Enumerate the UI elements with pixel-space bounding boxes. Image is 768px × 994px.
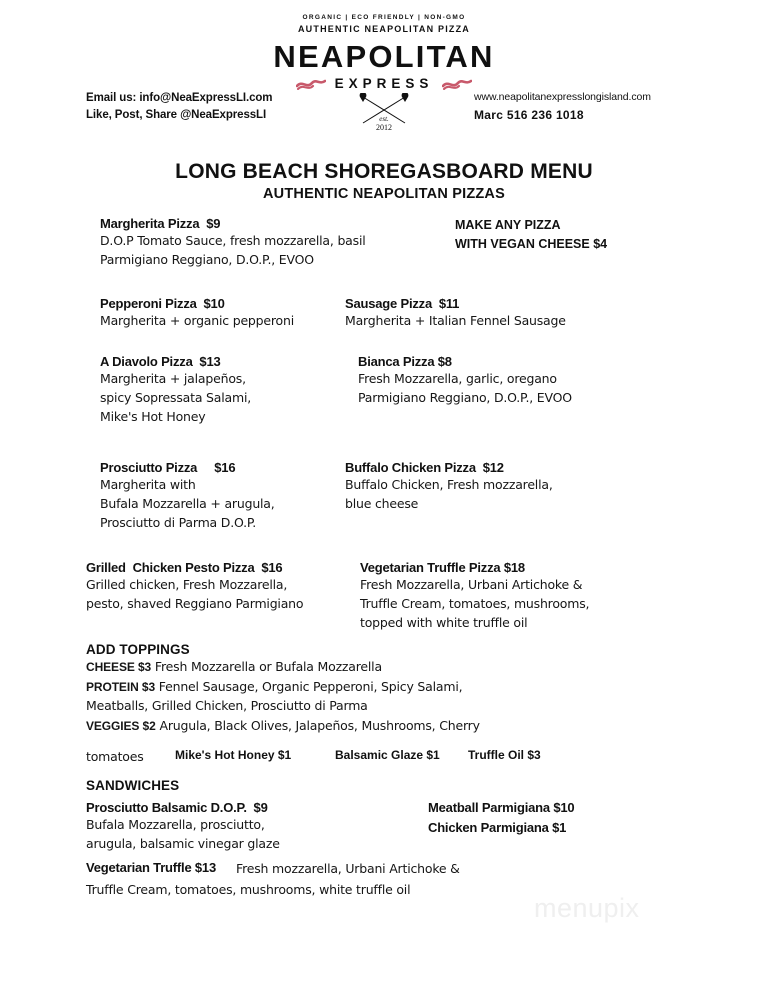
topping-extras-row xyxy=(86,747,706,767)
item-desc-line: Prosciutto di Parma D.O.P. xyxy=(100,515,257,530)
topping-line xyxy=(86,657,686,677)
item-desc-line: Margherita + organic pepperoni xyxy=(100,313,295,328)
item-desc-line: pesto, shaved Reggiano Parmigiano xyxy=(86,596,304,611)
item-name: A Diavolo Pizza $13 xyxy=(100,354,221,369)
item-name: Prosciutto Balsamic D.O.P. $9 xyxy=(86,800,268,815)
wave-right-icon xyxy=(442,78,472,90)
page-title: LONG BEACH SHOREGASBOARD MENU xyxy=(175,160,593,183)
social-line: Like, Post, Share @NeaExpressLI xyxy=(86,108,267,121)
website-line: www.neapolitanexpresslongisland.com xyxy=(474,91,651,103)
item-desc-line: Fresh Mozzarella, garlic, oregano xyxy=(358,371,557,386)
topping-line xyxy=(86,696,686,715)
item-desc-line: Parmigiano Reggiano, D.O.P., EVOO xyxy=(100,252,314,267)
sandwich-item-meatball-parmigiana xyxy=(428,800,688,835)
extra-truffle-oil: Truffle Oil $3 xyxy=(468,748,541,762)
topping-text: Meatballs, Grilled Chicken, Prosciutto di Parma xyxy=(86,698,368,714)
logo-tagline-main: AUTHENTIC NEAPOLITAN PIZZA xyxy=(297,24,471,34)
menu-item-bianca xyxy=(358,354,658,407)
vegan-cheese-note xyxy=(455,216,715,254)
section-heading-toppings: ADD TOPPINGS xyxy=(86,642,190,657)
item-name: Prosciutto Pizza $16 xyxy=(100,460,236,475)
page-subtitle: AUTHENTIC NEAPOLITAN PIZZAS xyxy=(263,186,505,202)
menupix-watermark: menupix xyxy=(534,893,640,923)
item-name: Buffalo Chicken Pizza $12 xyxy=(345,460,504,475)
contact-left-block xyxy=(86,90,272,123)
topping-text: Fresh Mozzarella or Bufala Mozzarella xyxy=(151,659,382,674)
item-desc-line: Fresh Mozzarella, Urbani Artichoke & xyxy=(360,577,583,592)
phone-line: Marc 516 236 1018 xyxy=(474,107,584,122)
item-desc-line: D.O.P Tomato Sauce, fresh mozzarella, basil xyxy=(100,233,366,248)
section-heading-sandwiches: SANDWICHES xyxy=(86,778,180,793)
item-desc-line: Truffle Cream, tomatoes, mushrooms, white truffle oil xyxy=(86,882,411,897)
item-desc-line: Truffle Cream, tomatoes, mushrooms, xyxy=(360,596,590,611)
contact-right-block xyxy=(474,90,651,124)
sandwich-item-prosciutto-balsamic xyxy=(86,800,416,853)
menu-item-prosciutto xyxy=(100,460,360,532)
topping-text: Arugula, Black Olives, Jalapeños, Mushrooms, Cherry xyxy=(155,717,480,733)
menu-item-vegetarian-truffle-pizza xyxy=(360,560,660,632)
established-label: est. 2012 xyxy=(376,115,392,133)
sandwiches-section xyxy=(86,778,706,793)
vegan-note-line1: MAKE ANY PIZZA xyxy=(455,218,561,232)
brand-subrow xyxy=(254,76,514,91)
item-name: Margherita Pizza $9 xyxy=(100,216,221,231)
topping-label: CHEESE $3 xyxy=(86,660,152,674)
menu-item-buffalo-chicken xyxy=(345,460,645,513)
brand-name: NEAPOLITAN xyxy=(273,39,495,74)
item-name: Vegetarian Truffle Pizza $18 xyxy=(360,560,525,575)
item-name: Chicken Parmigiana $1 xyxy=(428,820,567,835)
item-name: Grilled Chicken Pesto Pizza $16 xyxy=(86,560,283,575)
item-desc-line: spicy Sopressata Salami, xyxy=(100,390,252,405)
logo-tagline-small: ORGANIC | ECO FRIENDLY | NON-GMO xyxy=(302,14,466,21)
topping-line xyxy=(86,716,686,736)
menu-item-sausage xyxy=(345,296,645,330)
extra-balsamic-glaze: Balsamic Glaze $1 xyxy=(335,748,440,762)
item-desc-line: Mike's Hot Honey xyxy=(100,409,206,424)
menu-header xyxy=(0,0,768,142)
item-desc-line: Bufala Mozzarella + arugula, xyxy=(100,496,275,511)
topping-extras-prefix: tomatoes xyxy=(86,749,144,764)
item-name: Pepperoni Pizza $10 xyxy=(100,296,225,311)
item-desc-line: topped with white truffle oil xyxy=(360,615,528,630)
item-name: Bianca Pizza $8 xyxy=(358,354,452,369)
topping-text: Fennel Sausage, Organic Pepperoni, Spicy Salami, xyxy=(155,678,463,694)
topping-label: VEGGIES $2 xyxy=(86,718,156,733)
extra-mikes-hot-honey: Mike's Hot Honey $1 xyxy=(175,748,292,762)
item-name: Sausage Pizza $11 xyxy=(345,296,460,311)
vegan-note-line2: WITH VEGAN CHEESE $4 xyxy=(455,236,608,251)
item-desc-line: Margherita with xyxy=(100,477,196,492)
item-desc-line: Parmigiano Reggiano, D.O.P., EVOO xyxy=(358,390,572,405)
item-desc-line: Margherita + jalapeños, xyxy=(100,371,246,386)
wave-left-icon xyxy=(296,78,326,90)
item-desc-line: Bufala Mozzarella, prosciutto, xyxy=(86,817,265,832)
topping-line xyxy=(86,677,686,697)
item-desc-line: arugula, balsamic vinegar glaze xyxy=(86,836,280,851)
menu-item-pepperoni xyxy=(100,296,350,330)
menu-item-a-diavolo xyxy=(100,354,350,426)
item-name: Meatball Parmigiana $10 xyxy=(428,800,575,815)
item-desc-line: Grilled chicken, Fresh Mozzarella, xyxy=(86,577,288,592)
topping-label: PROTEIN $3 xyxy=(86,679,156,694)
add-toppings-section xyxy=(86,642,686,735)
email-line: Email us: info@NeaExpressLI.com xyxy=(86,92,273,104)
item-desc-line: Buffalo Chicken, Fresh mozzarella, xyxy=(345,477,553,492)
item-desc-line: Margherita + Italian Fennel Sausage xyxy=(345,313,566,328)
menu-item-margherita xyxy=(100,216,450,269)
item-name: Vegetarian Truffle $13 xyxy=(86,860,216,875)
item-desc-line: blue cheese xyxy=(345,496,419,511)
item-desc-line: Fresh mozzarella, Urbani Artichoke & xyxy=(236,861,460,876)
menu-item-grilled-chicken-pesto xyxy=(86,560,361,613)
brand-sub: EXPRESS xyxy=(334,76,434,91)
